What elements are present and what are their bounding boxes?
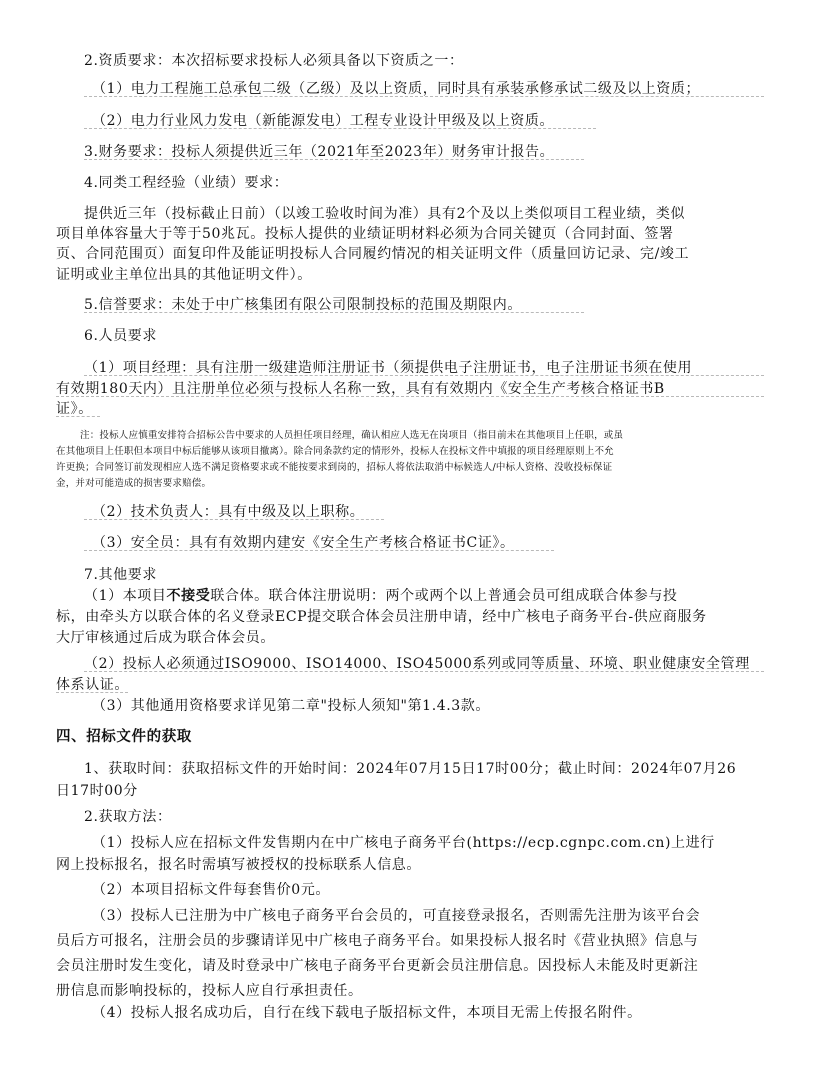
experience-line-1: 提供近三年（投标截止日前）（以竣工验收时间为准）具有2个及以上类似项目工程业绩，类似 [84, 206, 686, 222]
method-2: （2）本项目招标文件每套售价0元。 [92, 882, 331, 898]
underline [84, 128, 596, 129]
method-1-line-1: （1）投标人应在招标文件发售期内在中广核电子商务平台(https://ecp.cgnpc.com.cn)上进行 [92, 835, 715, 851]
note-line-2: 在其他项目上任职但本项目中标后能够从该项目撤离）。除合同条款约定的情形外，投标人在投标文件中填报的项目经理原则上不允 [56, 446, 614, 457]
consortium-line-2: 标，由牵头方以联合体的名义登录ECP提交联合体会员注册申请，经中广核电子商务平台-供应商服务 [56, 609, 707, 625]
not-accepted-emphasis: 不接受 [166, 588, 211, 604]
underline [56, 692, 128, 693]
reputation-requirement: 5.信誉要求：未处于中广核集团有限公司限制投标的范围及期限内。 [84, 297, 522, 313]
section-heading-obtain-documents: 四、招标文件的获取 [56, 729, 192, 745]
underline [56, 416, 100, 417]
other-requirements-title: 7.其他要求 [84, 567, 157, 583]
method-1-line-2: 网上投标报名，报名时需填写被授权的投标联系人信息。 [56, 857, 421, 873]
iso-line-2: 体系认证。 [56, 677, 129, 693]
underline [84, 312, 584, 313]
method-3-line-2: 员后方可报名，注册会员的步骤请详见中广核电子商务平台。如果投标人报名时《营业执照》信息与 [56, 933, 699, 949]
qualification-item-2: （2）电力行业风力发电（新能源发电）工程专业设计甲级及以上资质。 [92, 113, 555, 129]
note-line-1: 注：投标人应慎重安排符合招标公告中要求的人员担任项目经理，确认相应人选无在岗项目（指目前未在其他项目上任职，或虽 [80, 430, 624, 441]
obtain-time-line-1: 1、获取时间：获取招标文件的开始时间：2024年07月15日17时00分；截止时间：2024年07月26 [84, 761, 737, 777]
underline [56, 396, 764, 397]
project-manager-line-1: （1）项目经理：具有注册一级建造师注册证书（须提供电子注册证书，电子注册证书须在使用 [84, 360, 693, 376]
note-line-3: 许更换；合同签订前发现相应人选不满足资格要求或不能按要求到岗的，招标人将依法取消中标候选人/中标人资格、没收投标保证 [56, 462, 613, 473]
project-manager-line-3: 证》。 [56, 401, 93, 417]
financial-requirement: 3.财务要求：投标人须提供近三年（2021年至2023年）财务审计报告。 [84, 144, 555, 160]
underline [84, 159, 584, 160]
underline [84, 671, 764, 672]
experience-line-4: 证明或业主单位出具的其他证明文件）。 [56, 267, 312, 283]
obtain-time-line-2: 日17时00分 [56, 783, 138, 799]
consortium-line-3: 大厅审核通过后成为联合体会员。 [56, 630, 275, 646]
experience-line-2: 项目单体容量大于等于50兆瓦。投标人提供的业绩证明材料必须为合同关键页（合同封面、签署 [56, 226, 674, 242]
experience-title: 4.同类工程经验（业绩）要求： [84, 175, 289, 191]
iso-line-1: （2）投标人必须通过ISO9000、ISO14000、ISO45000系列或同等质量、环境、职业健康安全管理 [84, 656, 750, 672]
method-3-line-4: 册信息而影响投标的，投标人应自行承担责任。 [56, 983, 363, 999]
method-3-line-1: （3）投标人已注册为中广核电子商务平台会员的，可直接登录报名，否则需先注册为该平台会 [92, 908, 701, 924]
qualification-item-1: （1）电力工程施工总承包二级（乙级）及以上资质，同时具有承装承修承试二级及以上资质； [92, 81, 701, 97]
method-4: （4）投标人报名成功后，自行在线下载电子版招标文件，本项目无需上传报名附件。 [92, 1005, 642, 1021]
general-requirements: （3）其他通用资格要求详见第二章"投标人须知"第1.4.3款。 [92, 698, 491, 714]
experience-line-3: 页、合同范围页）面复印件及能证明投标人合同履约情况的相关证明文件（质量回访记录、完/竣工 [56, 246, 690, 262]
underline [84, 519, 384, 520]
qualification-title: 2.资质要求：本次招标要求投标人必须具备以下资质之一： [84, 53, 464, 69]
technical-lead: （2）技术负责人：具有中级及以上职称。 [92, 504, 365, 520]
underline [84, 550, 554, 551]
personnel-title: 6.人员要求 [84, 328, 157, 344]
consortium-line-1: （1）本项目不接受联合体。联合体注册说明：两个或两个以上普通会员可组成联合体参与投 [84, 588, 678, 604]
underline [84, 375, 764, 376]
note-line-4: 金，并对可能造成的损害要求赔偿。 [56, 478, 212, 489]
obtain-method-title: 2.获取方法： [84, 809, 172, 825]
project-manager-line-2: 有效期180天内）且注册单位必须与投标人名称一致，具有有效期内《安全生产考核合格证书B [56, 381, 665, 397]
underline [84, 96, 764, 97]
method-3-line-3: 会员注册时发生变化，请及时登录中广核电子商务平台更新会员注册信息。因投标人未能及时更新注 [56, 958, 699, 974]
safety-officer: （3）安全员：具有有效期内建安《安全生产考核合格证书C证》。 [92, 535, 515, 551]
